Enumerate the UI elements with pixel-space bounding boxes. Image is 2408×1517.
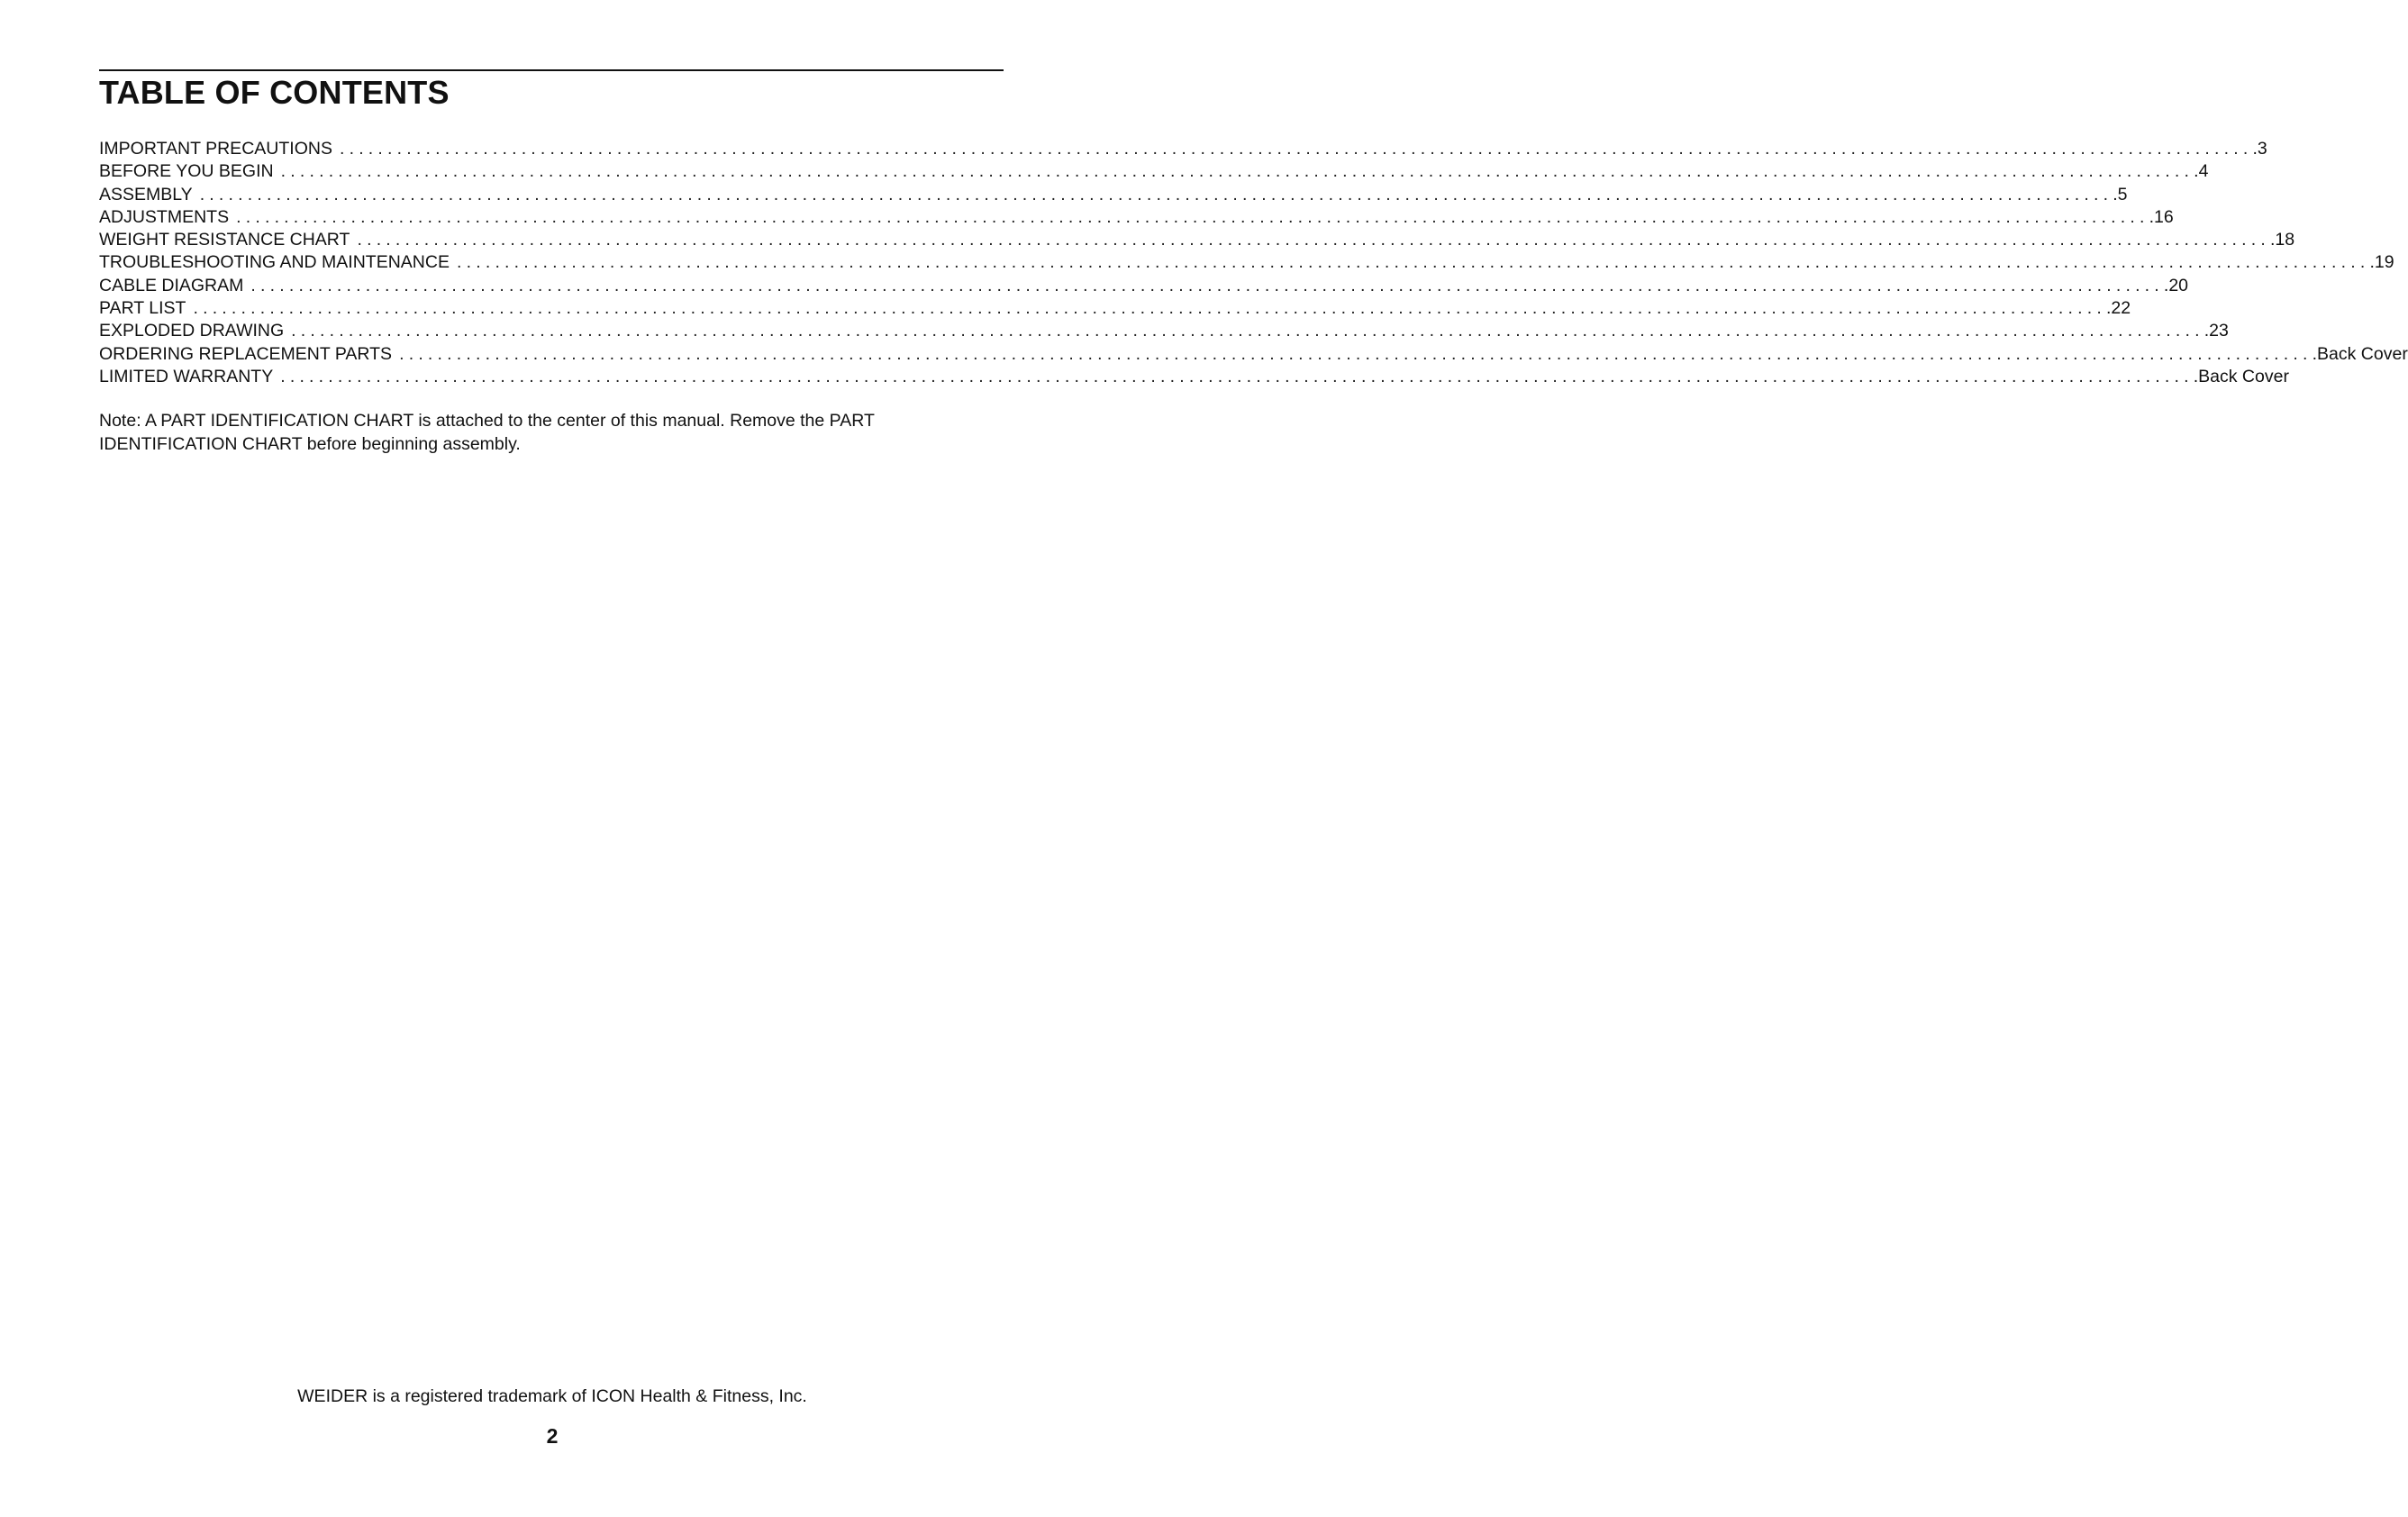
toc-dot-leader: ........................................................................................................................................................................................................ <box>199 184 2113 204</box>
toc-dot-leader: ........................................................................................................................................................................................................ <box>193 298 2106 319</box>
toc-entry-page: .23 <box>2204 321 2229 341</box>
toc-entry <box>99 366 2289 388</box>
toc-dot-leader: ........................................................................................................................................................................................................ <box>456 252 2370 273</box>
toc-dot-leader: ........................................................................................................................................................................................................ <box>280 161 2194 182</box>
toc-dot-leader: ........................................................................................................................................................................................................ <box>236 206 2149 227</box>
toc-dot-leader: ........................................................................................................................................................................................................ <box>291 321 2204 341</box>
toc-entry-page: .Back Cover <box>2312 343 2408 364</box>
trademark-notice: WEIDER is a registered trademark of ICON Health & Fitness, Inc. <box>297 1386 807 1406</box>
toc-entry-page: .3 <box>2252 139 2267 159</box>
toc-dot-leader: ........................................................................................................................................................................................................ <box>357 230 2270 250</box>
toc-entry-label: ADJUSTMENTS <box>99 206 236 229</box>
toc-dot-leader: ........................................................................................................................................................................................................ <box>280 366 2194 386</box>
toc-entry-label: IMPORTANT PRECAUTIONS <box>99 138 340 160</box>
toc-entry <box>99 229 2295 251</box>
toc-dot-leader: ........................................................................................................................................................................................................ <box>339 139 2253 159</box>
toc-entry-page: .20 <box>2163 275 2189 295</box>
toc-dot-leader: ........................................................................................................................................................................................................ <box>250 275 2164 295</box>
toc-entry-label: CABLE DIAGRAM <box>99 275 250 297</box>
toc-entry-label: ORDERING REPLACEMENT PARTS <box>99 343 399 366</box>
toc-entry-page: .22 <box>2106 298 2131 319</box>
toc-entry <box>99 138 2267 160</box>
page-number: 2 <box>546 1424 559 1448</box>
table-of-contents <box>99 138 2408 388</box>
toc-entry-page: .18 <box>2270 230 2295 250</box>
top-rule <box>99 69 1004 71</box>
toc-entry-label: PART LIST <box>99 297 193 320</box>
toc-entry <box>99 275 2189 297</box>
toc-entry-label: EXPLODED DRAWING <box>99 320 291 342</box>
toc-entry-label: LIMITED WARRANTY <box>99 366 280 388</box>
toc-entry <box>99 184 2128 206</box>
toc-dot-leader: ........................................................................................................................................................................................................ <box>399 343 2313 364</box>
toc-entry-label: BEFORE YOU BEGIN <box>99 160 281 183</box>
toc-entry-page: .4 <box>2194 161 2209 182</box>
toc-entry <box>99 206 2174 229</box>
page-title: TABLE OF CONTENTS <box>99 74 450 111</box>
toc-entry-label: TROUBLESHOOTING AND MAINTENANCE <box>99 251 457 274</box>
toc-entry <box>99 343 2408 366</box>
toc-entry-label: ASSEMBLY <box>99 184 200 206</box>
toc-entry <box>99 160 2209 183</box>
toc-entry-page: .5 <box>2113 184 2128 204</box>
assembly-note: Note: A PART IDENTIFICATION CHART is attached to the center of this manual. Remove the PART IDENTIFICATION CHART before beginning assembly. <box>99 411 875 454</box>
toc-entry-label: WEIGHT RESISTANCE CHART <box>99 229 357 251</box>
toc-entry-page: .16 <box>2149 206 2174 227</box>
toc-entry <box>99 297 2131 320</box>
toc-entry <box>99 251 2394 274</box>
toc-entry-page: .Back Cover <box>2193 366 2289 386</box>
toc-entry-page: .19 <box>2369 252 2394 273</box>
toc-entry <box>99 320 2229 342</box>
